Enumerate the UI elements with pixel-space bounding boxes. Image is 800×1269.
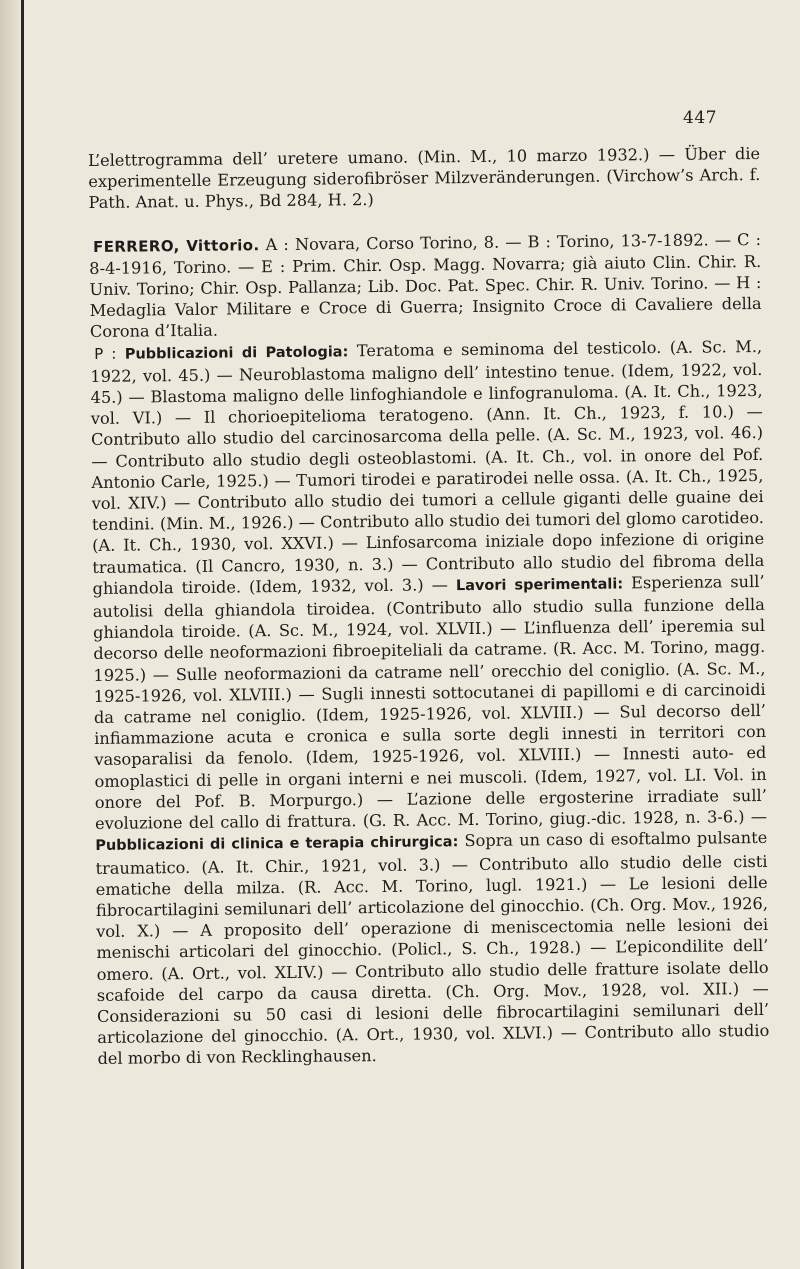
continuation-paragraph: L’elettrogramma dell’ uretere umano. (Min. M., 10 marzo 1932.) — Über die experimentelle Erzeugung siderofibröser Milzveränderungen. (Virchow’s Arch. f. Path. Anat. u. Phys., Bd 284, H. 2.) xyxy=(88,143,761,213)
heading-experimental: Lavori sperimentali: xyxy=(455,576,624,595)
heading-clinical: Pubblicazioni di clinica e terapia chirurgica: xyxy=(95,834,459,855)
experimental-list: Esperienza sull’ autolisi della ghiandola tiroidea. (Contributo allo studio sulla funzione della ghiandola tiroide. (A. Sc. M., 1924, vol. XLVII.) — L’influenza dell’ iperemia sul decorso delle neoformazioni fibroepiteliali da catrame. (R. Acc. M. Torino, magg. 1925.) — Sulle neoformazioni da catrame nell’ orecchio del coniglio. (A. Sc. M., 1925-1926, vol. XLVIII.) — Sugli innesti sottocutanei di papillomi e di carcinoidi da catrame nel coniglio. (Idem, 1925-1926, vol. XLVIII.) — Sul decorso dell’ infiammazione acuta e cronica e sulla sorte degli innesti in territori con vasoparalisi da fenolo. (Idem, 1925-1926, vol. XLVIII.) — Innesti auto- ed omoplastici di pelle in organi interni e nei muscoli. (Idem, 1927, vol. LI. Vol. in onore del Pof. B. Morpurgo.) — L’azione delle ergosterine irradiate sull’ evoluzione del callo di frattura. (G. R. Acc. M. Torino, giug.-dic. 1928, n. 3-6.) — xyxy=(92,571,768,834)
page-number: 447 xyxy=(683,108,717,128)
entry-bio: A : Novara, Corso Torino, 8. — B : Torino, 13-7-1892. — C : 8-4-1916, Torino. — E : Prim. Chir. Osp. Magg. Novarra; già aiuto Clin. Chir. R. Univ. Torino; Chir. Osp. Pallanza; Lib. Doc. Pat. Spec. Chir. R. Univ. Torino. — H : Medaglia Valor Militare e Croce di Guerra; Insignito Croce di Cavaliere della Corona d’Italia. xyxy=(89,229,762,342)
entry-name: FERRERO, Vittorio. xyxy=(92,235,260,256)
entry-header-paragraph xyxy=(89,229,762,343)
page-binding-edge xyxy=(21,0,24,1269)
heading-pathology: Pubblicazioni di Patologia: xyxy=(124,343,349,363)
page-binding-shadow xyxy=(0,0,22,1269)
publications-paragraph xyxy=(90,336,770,1070)
clinical-list: Sopra un caso di esoftalmo pulsante traumatico. (A. It. Chir., 1921, vol. 3.) — Contributo allo studio delle cisti ematiche della milza. (R. Acc. M. Torino, lugl. 1921.) — Le lesioni delle fibrocartilagini semilunari dell’ articolazione del ginocchio. (Ch. Org. Mov., 1926, vol. X.) — A proposito dell’ operazione di meniscectomia nelle lesioni dei menischi articolari del ginocchio. (Policl., S. Ch., 1928.) — L’epicondilite dell’ omero. (A. Ort., vol. XLIV.) — Contributo allo studio delle fratture isolate dello scafoide del carpo da causa diretta. (Ch. Org. Mov., 1928, vol. XII.) — Considerazioni su 50 casi di lesioni delle fibrocartilagini semilunari dell’ articolazione del ginocchio. (A. Ort., 1930, vol. XLVI.) — Contributo allo studio del morbo di von Recklinghausen. xyxy=(95,828,770,1069)
pathology-list: Teratoma e seminoma del testicolo. (A. Sc. M., 1922, vol. 45.) — Neuroblastoma maligno dell’ intestino tenue. (Idem, 1922, vol. 45.) — Blastoma maligno delle linfoghiandole e linfogranuloma. (A. It. Ch., 1923, vol. VI.) — Il chorioepitelioma teratogeno. (Ann. It. Ch., 1923, f. 10.) — Contributo allo studio del carcinosarcoma della pelle. (A. Sc. M., 1923, vol. 46.) — Contributo allo studio degli osteoblastomi. (A. It. Ch., vol. in onore del Pof. Antonio Carle, 1925.) — Tumori tirodei e paratirodei nelle ossa. (A. It. Ch., 1925, vol. XIV.) — Contributo allo studio dei tumori a cellule giganti delle guaine dei tendini. (Min. M., 1926.) — Contributo allo studio dei tumori del glomo carotideo. (A. It. Ch., 1930, vol. XXVI.) — Linfosarcoma iniziale dopo infezione di origine traumatica. (Il Cancro, 1930, n. 3.) — Contributo allo studio del fibroma della ghiandola tiroide. (Idem, 1932, vol. 3.) — xyxy=(90,336,765,598)
page-body xyxy=(88,143,770,1070)
publications-label: P : xyxy=(94,344,117,363)
